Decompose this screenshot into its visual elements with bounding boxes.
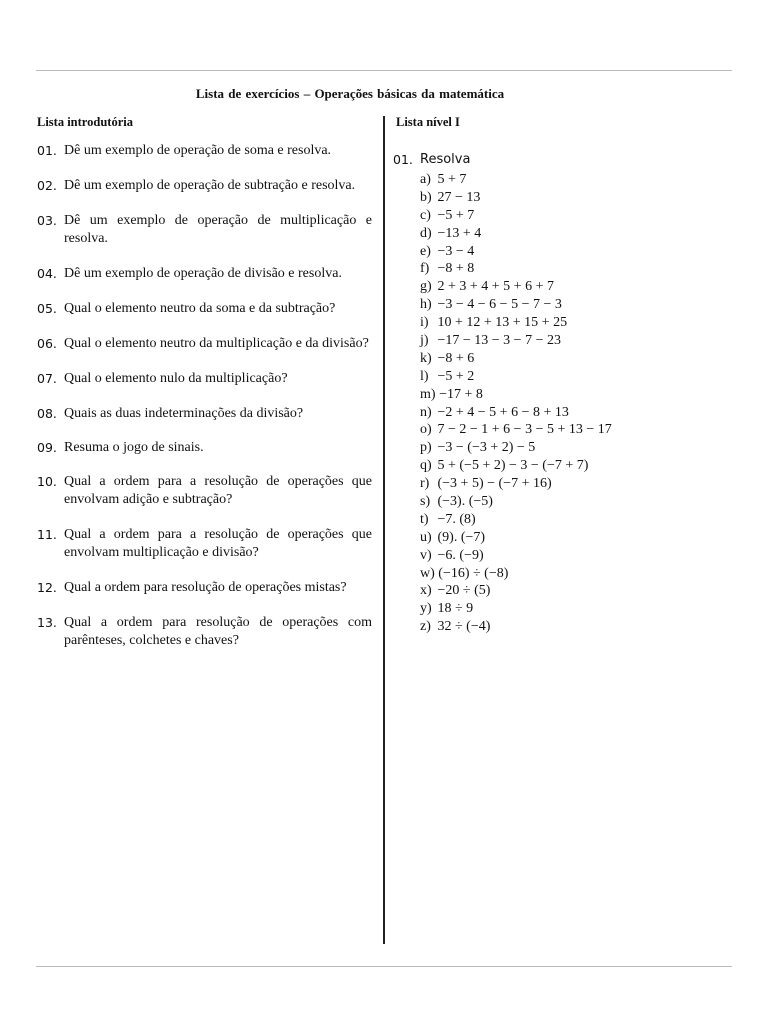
item-expression: −17 + 8 bbox=[439, 386, 483, 402]
question-number: 10. bbox=[37, 474, 57, 489]
item-expression: −8 + 8 bbox=[437, 261, 475, 277]
item-expression: −13 + 4 bbox=[437, 225, 482, 241]
item-label: r) bbox=[420, 476, 430, 492]
question-text: Qual a ordem para a resolução de operações que envolvam multiplicação e divisão? bbox=[64, 527, 372, 560]
item-label: l) bbox=[420, 368, 429, 384]
exercise-item bbox=[420, 296, 612, 314]
item-expression: 27 − 13 bbox=[437, 189, 481, 205]
question-item bbox=[37, 439, 372, 457]
item-expression: −5 + 2 bbox=[437, 368, 475, 384]
item-label: u) bbox=[420, 529, 432, 545]
question-item bbox=[37, 614, 372, 650]
item-expression: −7. (8) bbox=[437, 511, 476, 527]
exercise-number: 01. bbox=[393, 152, 413, 167]
exercise-items bbox=[420, 171, 612, 636]
item-expression: (−3). (−5) bbox=[437, 494, 493, 510]
right-column-heading: Lista nível I bbox=[396, 115, 460, 129]
item-expression: 2 + 3 + 4 + 5 + 6 + 7 bbox=[437, 279, 554, 295]
item-expression: −3 − 4 bbox=[437, 243, 475, 259]
question-item bbox=[37, 579, 372, 597]
exercise-item bbox=[420, 475, 612, 493]
level-one-exercise bbox=[393, 151, 612, 636]
question-item bbox=[37, 370, 372, 388]
item-expression: 5 + (−5 + 2) − 3 − (−7 + 7) bbox=[437, 458, 589, 474]
question-number: 06. bbox=[37, 336, 57, 351]
exercise-item bbox=[420, 225, 612, 243]
exercise-item bbox=[420, 189, 612, 207]
question-text: Qual a ordem para resolução de operações mistas? bbox=[64, 580, 347, 595]
exercise-item bbox=[420, 547, 612, 565]
question-number: 03. bbox=[37, 213, 57, 228]
item-expression: 10 + 12 + 13 + 15 + 25 bbox=[437, 315, 568, 331]
item-label: j) bbox=[420, 333, 429, 349]
intro-question-list bbox=[37, 142, 372, 650]
question-text: Dê um exemplo de operação de multiplicação e resolva. bbox=[64, 213, 372, 246]
item-expression: −17 − 13 − 3 − 7 − 23 bbox=[437, 333, 561, 349]
exercise-prompt: Resolva bbox=[420, 152, 471, 167]
item-label: e) bbox=[420, 243, 431, 259]
question-text: Dê um exemplo de operação de divisão e resolva. bbox=[64, 266, 342, 281]
question-number: 09. bbox=[37, 440, 57, 455]
exercise-item bbox=[420, 368, 612, 386]
item-label: o) bbox=[420, 422, 432, 438]
exercise-item bbox=[420, 529, 612, 547]
exercise-item bbox=[420, 314, 612, 332]
exercise-item bbox=[420, 404, 612, 422]
question-text: Qual o elemento neutro da soma e da subtração? bbox=[64, 301, 336, 316]
item-expression: (9). (−7) bbox=[437, 529, 486, 545]
exercise-item bbox=[420, 350, 612, 368]
exercise-item bbox=[420, 439, 612, 457]
item-expression: −2 + 4 − 5 + 6 − 8 + 13 bbox=[437, 404, 569, 420]
item-label: n) bbox=[420, 404, 432, 420]
question-number: 04. bbox=[37, 266, 57, 281]
item-label: k) bbox=[420, 350, 432, 366]
question-item bbox=[37, 335, 372, 353]
item-expression: −20 ÷ (5) bbox=[437, 583, 491, 599]
item-label: b) bbox=[420, 189, 432, 205]
bottom-rule bbox=[36, 966, 732, 967]
question-number: 05. bbox=[37, 301, 57, 316]
exercise-item bbox=[420, 421, 612, 439]
top-rule bbox=[36, 70, 732, 71]
question-text: Qual o elemento neutro da multiplicação e da divisão? bbox=[64, 336, 369, 351]
exercise-item bbox=[420, 582, 612, 600]
exercise-item bbox=[420, 243, 612, 261]
item-label: g) bbox=[420, 279, 432, 295]
question-number: 01. bbox=[37, 143, 57, 158]
item-label: f) bbox=[420, 261, 430, 277]
question-text: Resuma o jogo de sinais. bbox=[64, 440, 204, 455]
question-item bbox=[37, 212, 372, 248]
item-expression: −6. (−9) bbox=[437, 547, 484, 563]
item-label: v) bbox=[420, 547, 432, 563]
item-label: x) bbox=[420, 583, 432, 599]
item-label: y) bbox=[420, 601, 432, 617]
exercise-item bbox=[420, 207, 612, 225]
item-expression: 32 ÷ (−4) bbox=[437, 619, 491, 635]
item-expression: (−16) ÷ (−8) bbox=[438, 565, 509, 581]
item-expression: −8 + 6 bbox=[437, 350, 475, 366]
left-column-heading: Lista introdutória bbox=[37, 115, 133, 129]
exercise-item bbox=[420, 493, 612, 511]
question-number: 07. bbox=[37, 371, 57, 386]
item-expression: (−3 + 5) − (−7 + 16) bbox=[437, 476, 552, 492]
exercise-item bbox=[420, 171, 612, 189]
item-label: h) bbox=[420, 297, 432, 313]
item-label: p) bbox=[420, 440, 432, 456]
question-item bbox=[37, 405, 372, 423]
column-divider bbox=[383, 116, 385, 944]
exercise-item bbox=[420, 457, 612, 475]
item-expression: −5 + 7 bbox=[437, 207, 475, 223]
item-label: i) bbox=[420, 315, 429, 331]
item-label: m) bbox=[420, 386, 436, 402]
exercise-item bbox=[420, 332, 612, 350]
question-number: 13. bbox=[37, 615, 57, 630]
question-item bbox=[37, 526, 372, 562]
question-number: 11. bbox=[37, 527, 57, 542]
item-label: c) bbox=[420, 207, 431, 223]
question-number: 08. bbox=[37, 406, 57, 421]
exercise-item bbox=[420, 618, 612, 636]
exercise-heading bbox=[393, 151, 612, 169]
question-text: Qual a ordem para a resolução de operações que envolvam adição e subtração? bbox=[64, 474, 372, 507]
question-item bbox=[37, 177, 372, 195]
question-item bbox=[37, 265, 372, 283]
exercise-item bbox=[420, 386, 612, 404]
item-expression: 5 + 7 bbox=[437, 172, 467, 187]
question-text: Dê um exemplo de operação de subtração e resolva. bbox=[64, 178, 356, 193]
item-label: w) bbox=[420, 565, 435, 581]
item-label: d) bbox=[420, 225, 432, 241]
question-text: Dê um exemplo de operação de soma e resolva. bbox=[64, 143, 332, 158]
item-label: z) bbox=[420, 619, 431, 635]
exercise-item bbox=[420, 565, 612, 583]
item-expression: −3 − (−3 + 2) − 5 bbox=[437, 440, 536, 456]
item-label: q) bbox=[420, 458, 432, 474]
question-item bbox=[37, 300, 372, 318]
question-text: Qual a ordem para resolução de operações com parênteses, colchetes e chaves? bbox=[64, 615, 372, 648]
exercise-item bbox=[420, 260, 612, 278]
item-expression: −3 − 4 − 6 − 5 − 7 − 3 bbox=[437, 297, 562, 313]
exercise-item bbox=[420, 278, 612, 296]
item-expression: 7 − 2 − 1 + 6 − 3 − 5 + 13 − 17 bbox=[437, 422, 612, 438]
exercise-item bbox=[420, 511, 612, 529]
question-text: Quais as duas indeterminações da divisão? bbox=[64, 406, 304, 421]
question-item bbox=[37, 473, 372, 509]
item-label: s) bbox=[420, 494, 431, 510]
question-number: 02. bbox=[37, 178, 57, 193]
item-label: t) bbox=[420, 511, 429, 527]
item-expression: 18 ÷ 9 bbox=[437, 601, 474, 617]
question-text: Qual o elemento nulo da multiplicação? bbox=[64, 371, 288, 386]
question-item bbox=[37, 142, 372, 160]
document-title: Lista de exercícios – Operações básicas da matemática bbox=[195, 86, 505, 101]
item-label: a) bbox=[420, 172, 431, 187]
exercise-item bbox=[420, 600, 612, 618]
question-number: 12. bbox=[37, 580, 57, 595]
